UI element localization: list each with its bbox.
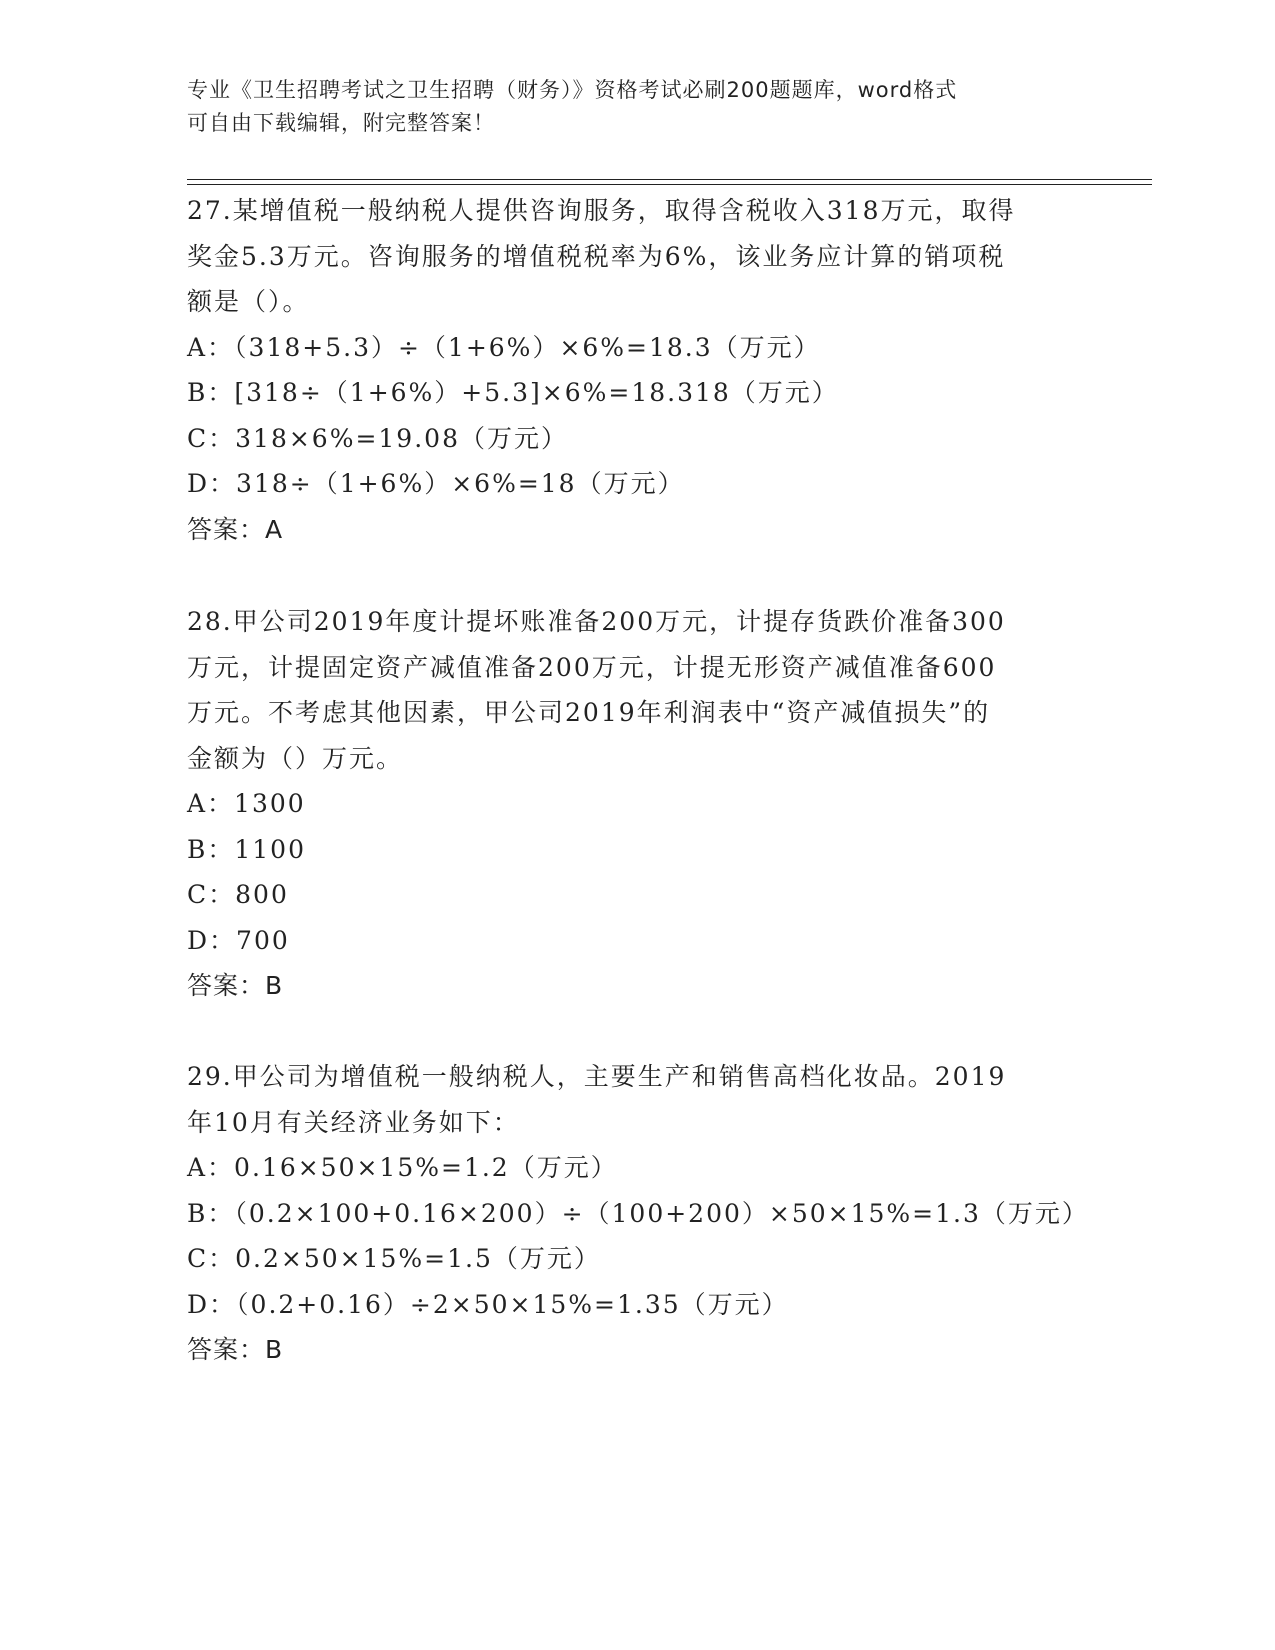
document-header — [187, 74, 1067, 140]
question-stem-line: 29.甲公司为增值税一般纳税人，主要生产和销售高档化妆品。2019 — [187, 1062, 1007, 1091]
question-stem-line: 28.甲公司2019年度计提坏账准备200万元，计提存货跌价准备300 — [187, 607, 1006, 636]
option-c: C：800 — [187, 880, 289, 909]
option-d: D：700 — [187, 925, 290, 955]
answer: 答案：B — [187, 971, 284, 1000]
option-c: C：318×6%=19.08（万元） — [187, 423, 568, 453]
question-stem-line: 27.某增值税一般纳税人提供咨询服务，取得含税收入318万元，取得 — [187, 196, 1016, 225]
header-divider-top — [187, 179, 1152, 180]
question-28 — [187, 599, 1067, 1009]
option-c: C：0.2×50×15%=1.5（万元） — [187, 1244, 601, 1273]
option-a: A：（318+5.3）÷（1+6%）×6%=18.3（万元） — [187, 332, 821, 362]
question-stem-line: 年10月有关经济业务如下： — [187, 1107, 520, 1137]
option-d: D：318÷（1+6%）×6%=18（万元） — [187, 469, 685, 498]
option-d: D：（0.2+0.16）÷2×50×15%=1.35（万元） — [187, 1289, 789, 1319]
question-29 — [187, 1054, 1089, 1373]
question-stem-line: 金额为（）万元。 — [187, 743, 404, 773]
option-a: A：0.16×50×15%=1.2（万元） — [187, 1153, 618, 1182]
option-b: B：（0.2×100+0.16×200）÷（100+200）×50×15%=1.3（万元） — [187, 1198, 1089, 1228]
answer: 答案：A — [187, 514, 284, 544]
question-stem-line: 万元。不考虑其他因素，甲公司2019年利润表中“资产减值损失”的 — [187, 698, 991, 727]
answer: 答案：B — [187, 1335, 284, 1364]
header-divider-bottom — [187, 184, 1152, 185]
question-stem-line: 额是（）。 — [187, 287, 310, 316]
option-a: A：1300 — [187, 789, 306, 818]
option-b: B：[318÷（1+6%）+5.3]×6%=18.318（万元） — [187, 378, 839, 407]
header-line-1: 专业《卫生招聘考试之卫生招聘（财务）》资格考试必刷200题题库，word格式 — [187, 78, 958, 102]
option-b: B：1100 — [187, 834, 306, 864]
question-27 — [187, 188, 1067, 552]
header-line-2: 可自由下载编辑，附完整答案！ — [187, 111, 495, 135]
question-stem-line: 奖金5.3万元。咨询服务的增值税税率为6%，该业务应计算的销项税 — [187, 241, 1006, 271]
question-stem-line: 万元，计提固定资产减值准备200万元，计提无形资产减值准备600 — [187, 652, 997, 682]
